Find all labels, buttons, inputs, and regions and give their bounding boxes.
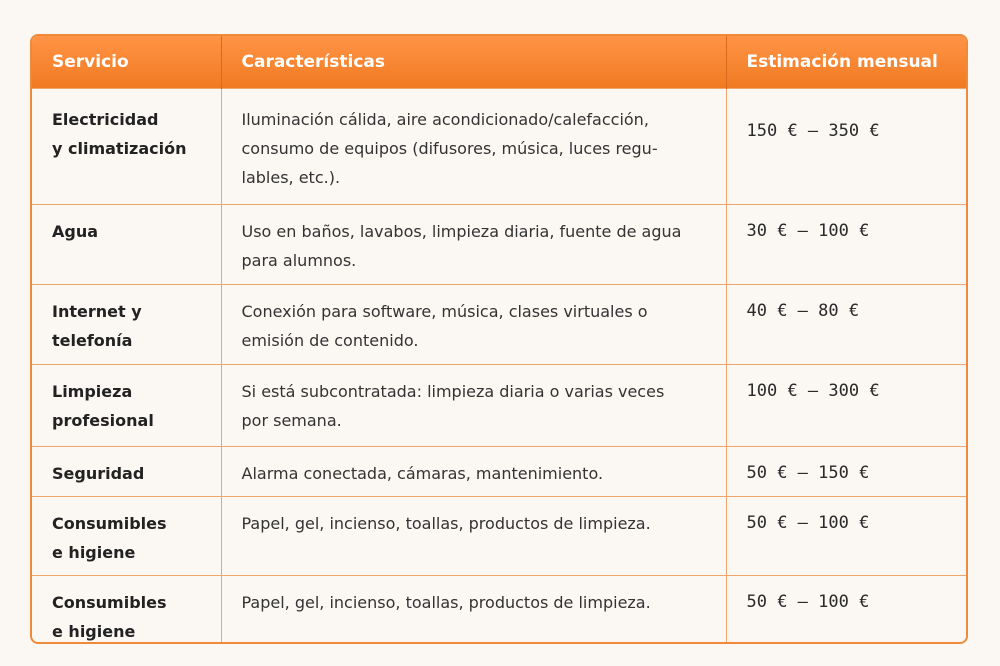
features-cell: Uso en baños, lavabos, limpieza diaria, fuente de agua para alumnos. — [221, 205, 726, 285]
table-body — [32, 89, 966, 645]
service-cell: Agua — [32, 205, 221, 285]
table-row — [32, 365, 966, 447]
estimate-cell: 30 € – 100 € — [726, 205, 966, 285]
table-row — [32, 205, 966, 285]
features-cell: Papel, gel, incienso, toallas, productos de limpieza. — [221, 497, 726, 576]
features-cell: Iluminación cálida, aire acondicionado/calefacción, consumo de equipos (difusores, música, luces regu- lables, etc.). — [221, 89, 726, 205]
table-row — [32, 447, 966, 497]
features-cell: Alarma conectada, cámaras, mantenimiento. — [221, 447, 726, 497]
estimate-cell: 50 € – 100 € — [726, 576, 966, 645]
features-cell: Papel, gel, incienso, toallas, productos de limpieza. — [221, 576, 726, 645]
features-cell: Si está subcontratada: limpieza diaria o varias veces por semana. — [221, 365, 726, 447]
estimate-cell: 50 € – 100 € — [726, 497, 966, 576]
service-cell: Internet y telefonía — [32, 285, 221, 365]
cost-table — [32, 36, 966, 644]
estimate-cell: 150 € – 350 € — [726, 89, 966, 205]
estimate-cell: 100 € – 300 € — [726, 365, 966, 447]
estimate-cell: 40 € – 80 € — [726, 285, 966, 365]
header-row — [32, 36, 966, 89]
service-cell: Consumibles e higiene — [32, 497, 221, 576]
features-cell: Conexión para software, música, clases virtuales o emisión de contenido. — [221, 285, 726, 365]
service-cell: Seguridad — [32, 447, 221, 497]
header-service: Servicio — [32, 36, 221, 89]
header-features: Características — [221, 36, 726, 89]
service-cell: Electricidad y climatización — [32, 89, 221, 205]
header-estimate: Estimación mensual — [726, 36, 966, 89]
estimate-cell: 50 € – 150 € — [726, 447, 966, 497]
table-row — [32, 285, 966, 365]
table-header — [32, 36, 966, 89]
table-row — [32, 576, 966, 645]
table-row — [32, 497, 966, 576]
service-cell: Consumibles e higiene — [32, 576, 221, 645]
service-cell: Limpieza profesional — [32, 365, 221, 447]
cost-table-frame — [30, 34, 968, 644]
table-row — [32, 89, 966, 205]
